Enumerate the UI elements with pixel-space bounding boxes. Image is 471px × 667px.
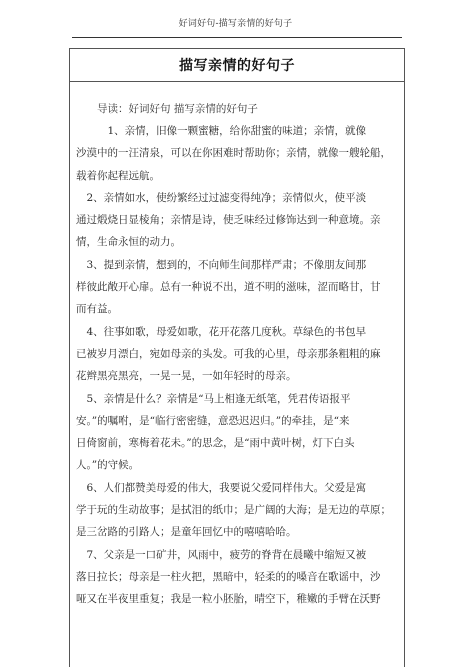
paragraph-5 <box>76 388 400 477</box>
document-body <box>76 98 400 611</box>
title-row <box>70 49 404 82</box>
paragraph-line: 安。”的嘱咐，是“临行密密缝，意恐迟迟归。”的牵挂，是“来 <box>76 414 350 427</box>
paragraph-3 <box>76 254 400 321</box>
paragraph-line: 沙漠中的一汪清泉，可以在你困难时帮助你；亲情，就像一艘轮船， <box>76 147 391 160</box>
paragraph-1 <box>76 120 400 187</box>
paragraph-line: 载着你起程远航。 <box>76 169 160 182</box>
paragraph-line: 5、亲情是什么？亲情是“马上相逢无纸笔，凭君传语报平 <box>76 392 351 405</box>
paragraph-line: 7、父亲是一口矿井，风雨中，疲劳的脊背在晨曦中缩短又被 <box>76 548 367 561</box>
paragraph-7 <box>76 544 400 611</box>
intro-line: 导读：好词好句 描写亲情的好句子 <box>97 103 258 115</box>
paragraph-line: 而有益。 <box>76 303 118 316</box>
paragraph-line: 人。”的守候。 <box>76 459 140 472</box>
paragraph-line: 是三岔路的引路人；是童年回忆中的嘻嘻哈哈。 <box>76 526 297 539</box>
page-header <box>0 16 471 29</box>
paragraph-6 <box>76 477 400 544</box>
paragraph-line: 花辫黑亮黑亮，一晃一晃，一如年轻时的母亲。 <box>76 370 297 383</box>
header-divider <box>72 37 402 38</box>
paragraph-line: 6、人们都赞美母爱的伟大，我要说父爱同样伟大。父爱是寓 <box>76 481 367 494</box>
paragraph-line: 2、亲情如水，使纷繁经过过滤变得纯净；亲情似火，使平淡 <box>76 191 367 204</box>
paragraph-line: 4、往事如歌，母爱如歌，花开花落几度秋。草绿色的书包早 <box>76 325 367 338</box>
paragraph-line: 3、提到亲情，想到的，不向师生间那样严肃；不像朋友间那 <box>76 258 367 271</box>
paragraph-line: 通过煅烧日显棱角；亲情是诗，使乏味经过修饰达到一种意境。亲 <box>76 214 381 227</box>
document-title: 描写亲情的好句子 <box>179 58 295 74</box>
document-frame <box>69 48 405 667</box>
paragraph-line: 已被岁月漂白，宛如母亲的头发。可我的心里，母亲那条粗粗的麻 <box>76 347 381 360</box>
paragraph-2 <box>76 187 400 254</box>
paragraph-line: 样彼此敞开心扉。总有一种说不出，道不明的滋味，涩而略甘，甘 <box>76 281 381 294</box>
paragraph-line: 日倚窗前，寒梅着花未。”的思念，是“雨中黄叶树，灯下白头 <box>76 437 355 450</box>
paragraph-line: 学于玩的生动故事；是拭泪的纸巾；是广阔的大海；是无边的草原； <box>76 504 391 517</box>
paragraph-4 <box>76 321 400 388</box>
paragraph-line: 哑又在半夜里重复；我是一粒小胚胎，晴空下，稚嫩的手臂在沃野 <box>76 593 381 606</box>
paragraph-list <box>76 120 400 611</box>
paragraph-line: 落日拉长；母亲是一柱火把，黑暗中，轻柔的的嗓音在歌谣中，沙 <box>76 570 381 583</box>
paragraph-line: 情，生命永恒的动力。 <box>76 236 181 249</box>
paragraph-line: 1、亲情，旧像一颗蜜糖，给你甜蜜的味道；亲情，就像 <box>76 125 367 137</box>
page-header-text: 好词好句-描写亲情的好句子 <box>178 19 293 29</box>
